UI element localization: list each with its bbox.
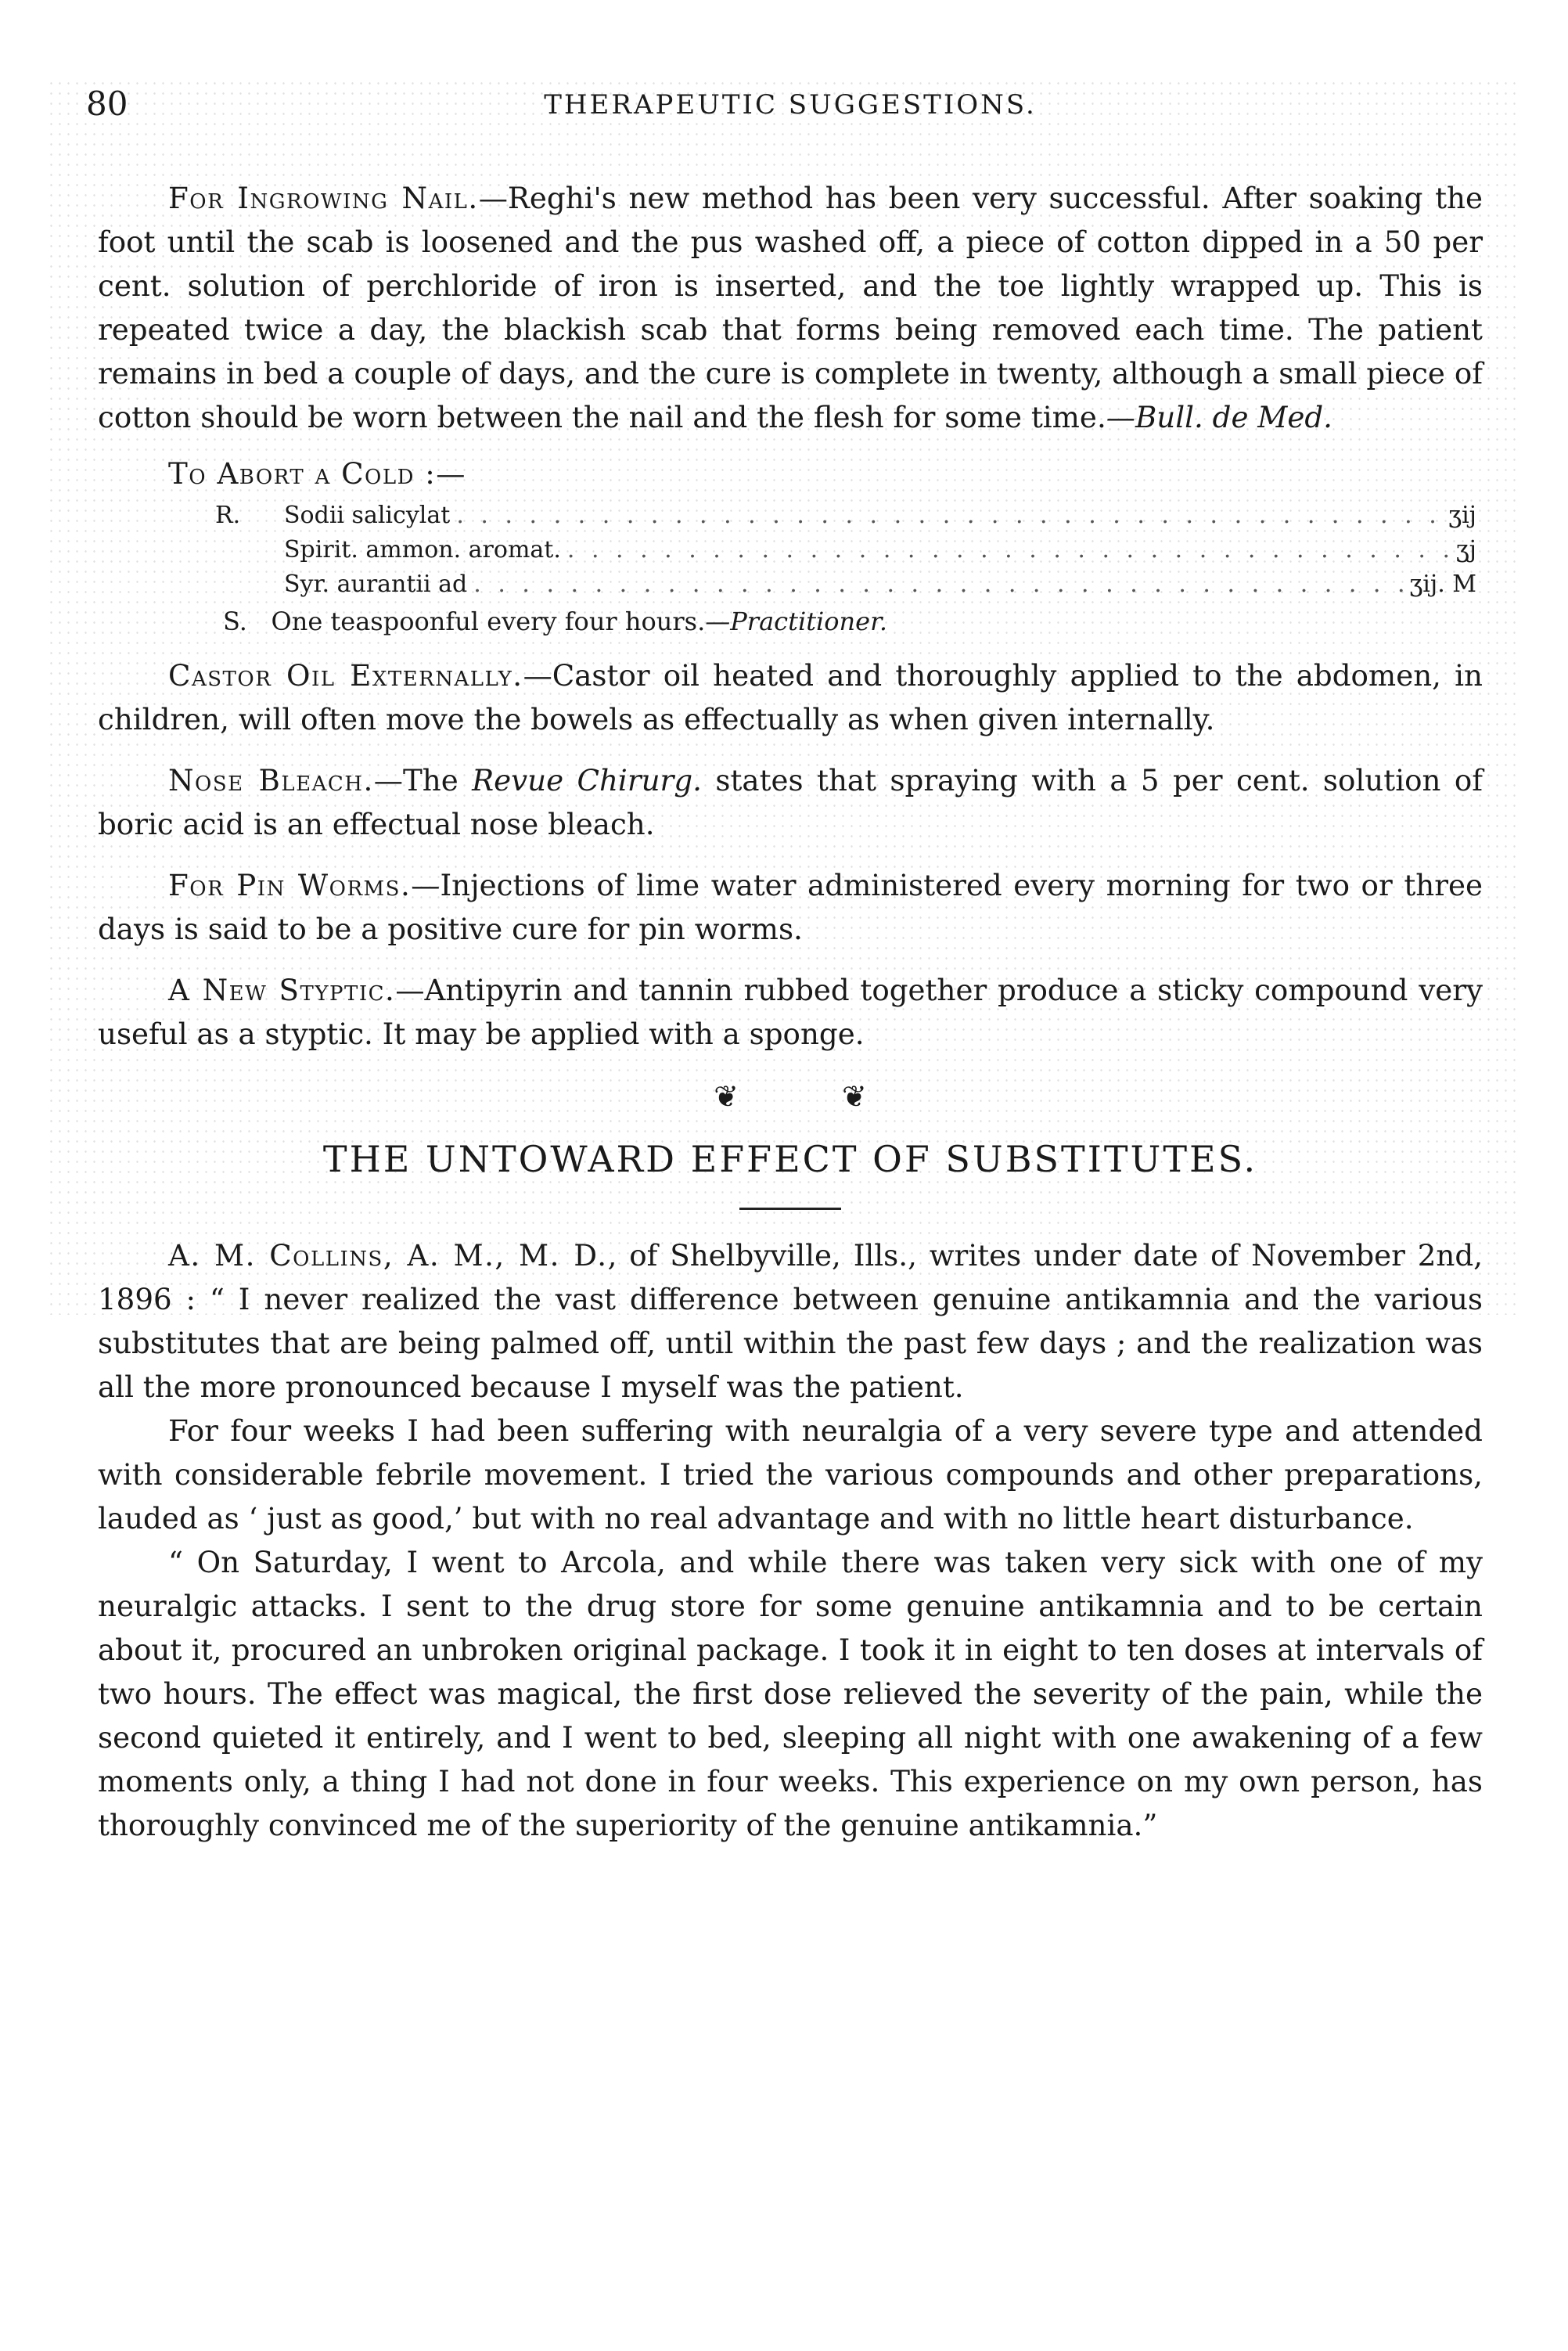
recipe-line: [98, 499, 1483, 533]
journal-title: Revue Chirurg.: [472, 763, 702, 797]
article-paragraph-3: “ On Saturday, I went to Arcola, and while there was taken very sick with one of my neuralgic attacks. I sent to the drug store for some genuine antikamnia and to be certain about it, procured an unbroken original package. I took it in eight to ten doses at intervals of two hours. The effect was magical, the first dose relieved the severity of the pain, while the second quieted it entirely, and I went to bed, sleeping all night with one awakening of a few moments only, a thing I had not done in four weeks. This experience on my own person, has thoroughly convinced me of the superiority of the genuine antikamnia.”: [98, 1545, 1483, 1842]
section-heading-new-styptic: A New Styptic.: [168, 973, 396, 1007]
paragraph-new-styptic: [98, 968, 1483, 1056]
section-heading-nose-bleach: Nose Bleach.: [168, 763, 374, 797]
section-heading-abort-cold: To Abort a Cold :—: [168, 456, 466, 491]
article-author: A. M. Collins, A. M., M. D.: [168, 1238, 608, 1273]
nose-bleach-text-end: states that spraying with a 5 per cent. solution of boric acid is an effectual nose bleach.: [98, 763, 1483, 841]
section-heading-ingrowing-nail: For Ingrowing Nail.: [168, 181, 479, 215]
new-styptic-text: Antipyrin and tannin rubbed together produce a sticky compound very useful as a styptic. It may be applied with a sponge.: [98, 973, 1483, 1051]
em-dash: —: [523, 658, 552, 693]
article-paragraph-1: [98, 1233, 1483, 1409]
ornament-fleurons: ❦ ❦: [714, 1079, 914, 1114]
castor-oil-text: Castor oil heated and thoroughly applied to the abdomen, in children, will often move the bowels as effectually as when given internally.: [98, 658, 1483, 736]
recipe-mark: R.: [215, 502, 241, 529]
article-paragraph-1-text: , of Shelbyville, Ills., writes under date of November 2nd, 1896 : “ I never realized the vast difference between genuine antikamnia and the various substitutes that are being palmed off, until within the past few days ; and the realization was all the more pronounced because I myself was the patient.: [98, 1238, 1483, 1404]
em-dash: —: [478, 181, 508, 215]
leader-dots: [567, 533, 1450, 567]
em-dash: —: [395, 973, 425, 1007]
title-rule: [739, 1208, 841, 1210]
signa-text: One teaspoonful every four hours.: [271, 607, 706, 636]
em-dash: —: [411, 868, 441, 902]
nose-bleach-text-start: The: [402, 763, 473, 797]
paragraph-castor-oil: [98, 653, 1483, 741]
leader-dots: [473, 567, 1403, 602]
paragraph-ingrowing-nail: [98, 176, 1483, 439]
recipe-quantity: ʒj: [1455, 536, 1476, 563]
recipe-quantity: ʒij. M: [1409, 571, 1476, 598]
prescription-recipe: [98, 499, 1483, 602]
section-heading-castor-oil: Castor Oil Externally.: [168, 658, 523, 693]
recipe-line: [98, 533, 1483, 567]
em-dash: —: [373, 763, 403, 797]
leader-dots: [456, 499, 1442, 533]
pin-worms-text: Injections of lime water administered every morning for two or three days is said to be a positive cure for pin worms.: [98, 868, 1483, 946]
paragraph-pin-worms: [98, 863, 1483, 951]
recipe-line: [98, 567, 1483, 602]
source-citation-bull-de-med: —Bull. de Med.: [1106, 400, 1333, 434]
recipe-ingredient: Syr. aurantii ad: [284, 571, 468, 598]
recipe-quantity: ʒij: [1448, 502, 1476, 529]
recipe-ingredient: Sodii salicylat: [284, 502, 451, 529]
source-citation-practitioner: —Practitioner.: [705, 607, 888, 636]
signa-line: [98, 602, 1483, 641]
running-head: THERAPEUTIC SUGGESTIONS.: [544, 89, 1037, 121]
signa-label: S.: [223, 607, 247, 636]
paragraph-nose-bleach: [98, 758, 1483, 846]
recipe-ingredient: Spirit. ammon. aromat.: [284, 536, 561, 563]
page-body: [98, 176, 1483, 1847]
section-heading-pin-worms: For Pin Worms.: [168, 868, 412, 902]
page-header: [86, 85, 1494, 131]
article-title: THE UNTOWARD EFFECT OF SUBSTITUTES.: [322, 1138, 1258, 1180]
ingrowing-nail-text: Reghi's new method has been very successful. After soaking the foot until the scab is loosened and the pus washed off, a piece of cotton dipped in a 50 per cent. solution of perchloride of iron is inserted, and the toe lightly wrapped up. This is repeated twice a day, the blackish scab that forms being removed each time. The patient remains in bed a couple of days, and the cure is complete in twenty, although a small piece of cotton should be worn between the nail and the flesh for some time.: [98, 181, 1483, 434]
page-number: 80: [86, 85, 128, 123]
article-paragraph-2: For four weeks I had been suffering with neuralgia of a very severe type and attended with considerable febrile movement. I tried the various compounds and other preparations, lauded as ‘ just as good,’ but with no real advantage and with no little heart disturbance.: [98, 1413, 1483, 1536]
paragraph-abort-cold: [98, 452, 1483, 495]
